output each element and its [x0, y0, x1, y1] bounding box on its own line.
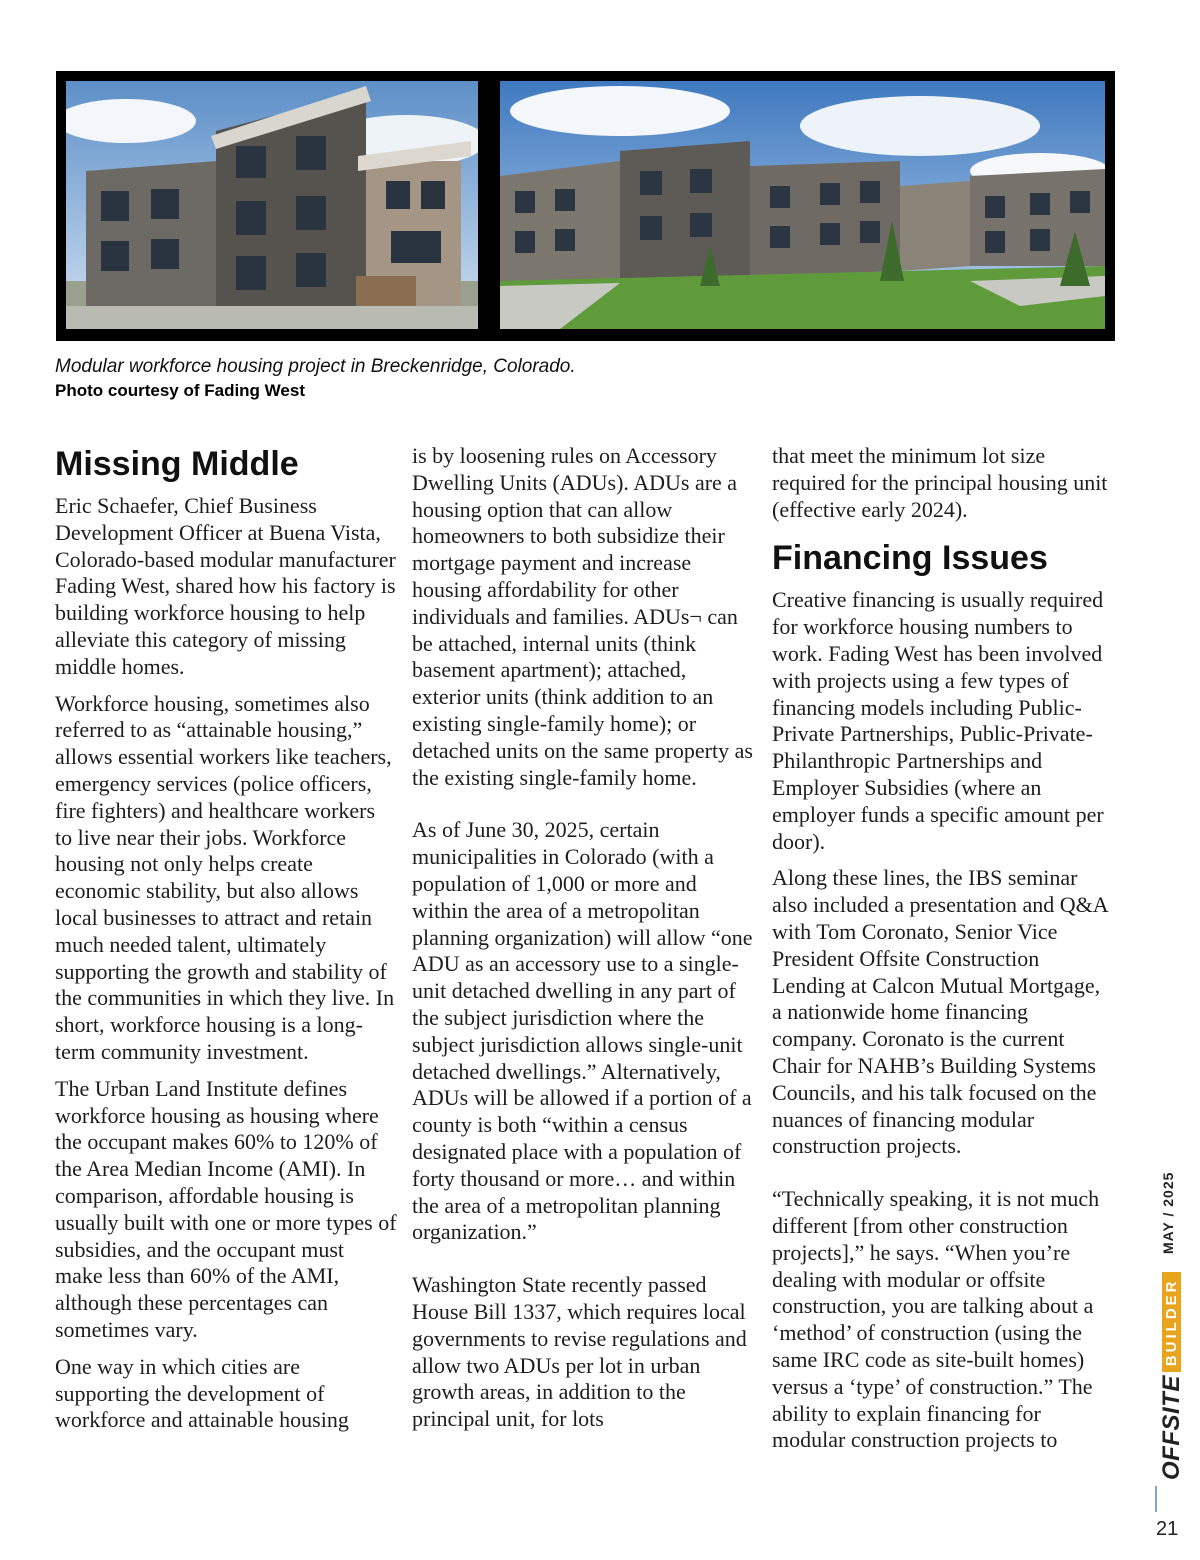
article-column-3 [772, 443, 1114, 1464]
magazine-logo [1158, 1272, 1186, 1480]
paragraph: Eric Schaefer, Chief Business Development Officer at Buena Vista, Colorado-based modular manufacturer Fading West, shared how his factory is building workforce housing to help alleviate this category of missing middle homes. [55, 493, 396, 679]
paragraph: “Technically speaking, it is not much different [from other construction projects],” he says. “When you’re dealing with modular or offsite construction, you are talking about a ‘method’ of construction (using the same IRC code as site-built homes) versus a ‘type’ of construction.” The ability to explain financing for modular construction projects to [772, 1186, 1100, 1453]
paragraph: Creative financing is usually required for workforce housing numbers to work. Fading West has been involved with projects using a few types of financing models including Public-Private Partnerships, Public-Private-Philanthropic Partnerships and Employer Subsidies (where an employer funds a specific amount per door). [772, 587, 1104, 854]
caption-text: Modular workforce housing project in Breckenridge, Colorado. [55, 356, 576, 377]
divider [1155, 1486, 1157, 1512]
photo-credit: Photo courtesy of Fading West [55, 381, 305, 400]
logo-offsite: OFFSITE [1158, 1375, 1185, 1480]
article-column-2 [412, 443, 754, 1443]
article-column-1 [55, 443, 397, 1444]
issue-date: MAY / 2025 [1160, 1171, 1176, 1254]
paragraph: As of June 30, 2025, certain municipalities in Colorado (with a population of 1,000 or more and within the area of a metropolitan planning organization) will allow “one ADU as an accessory use to a single-unit detached dwelling in any part of the subject jurisdiction where the subject jurisdiction allows single-unit detached dwellings.” Alternatively, ADUs will be allowed if a portion of a county is both “within a census designated place with a population of forty thousand or more… and within the area of a metropolitan planning organization.” [412, 817, 753, 1245]
paragraph: is by loosening rules on Accessory Dwelling Units (ADUs). ADUs are a housing option that can allow homeowners to both subsidize their mortgage payment and increase housing affordability for other individuals and families. ADUs¬ can be attached, internal units (think basement apartment); attached, exterior units (think addition to an existing single-family home); or detached units on the same property as the existing single-family home. [412, 443, 753, 790]
paragraph: Washington State recently passed House Bill 1337, which requires local governments to revise regulations and allow two ADUs per lot in urban growth areas, in addition to the principal unit, for lots [412, 1272, 747, 1432]
logo-builder: BUILDER [1162, 1272, 1181, 1372]
page-number: 21 [1156, 1518, 1179, 1540]
paragraph: One way in which cities are supporting the development of workforce and attainable housing [55, 1353, 349, 1433]
section-heading-missing-middle: Missing Middle [55, 445, 299, 483]
photo-caption [55, 355, 576, 403]
paragraph: Workforce housing, sometimes also referred to as “attainable housing,” allows essential workers like teachers, emergency services (police officers, fire fighters) and healthcare workers to live near their jobs. Workforce housing not only helps create economic stability, but also allows local businesses to attract and retain much needed talent, ultimately supporting the growth and stability of the communities in which they live. In short, workforce housing is a long-term community investment. [55, 690, 395, 1064]
side-tab [1148, 1140, 1192, 1560]
paragraph: The Urban Land Institute defines workforce housing as housing where the occupant makes 60% to 120% of the Area Median Income (AMI). In comparison, affordable housing is usually built with one or more types of subsidies, and the occupant must make less than 60% of the AMI, although these percentages can sometimes vary. [55, 1075, 397, 1342]
building-photo-left [66, 81, 478, 329]
paragraph: Along these lines, the IBS seminar also included a presentation and Q&A with Tom Coronato, Senior Vice President Offsite Construction Lending at Calcon Mutual Mortgage, a nationwide home financing company. Coronato is the current Chair for NAHB’s Building Systems Councils, and his talk focused on the nuances of financing modular construction projects. [772, 865, 1108, 1159]
section-heading-financing-issues: Financing Issues [772, 539, 1048, 578]
building-photo-right [500, 81, 1105, 329]
paragraph: that meet the minimum lot size required for the principal housing unit (effective early 2024). [772, 443, 1108, 522]
photo-banner [56, 71, 1115, 341]
